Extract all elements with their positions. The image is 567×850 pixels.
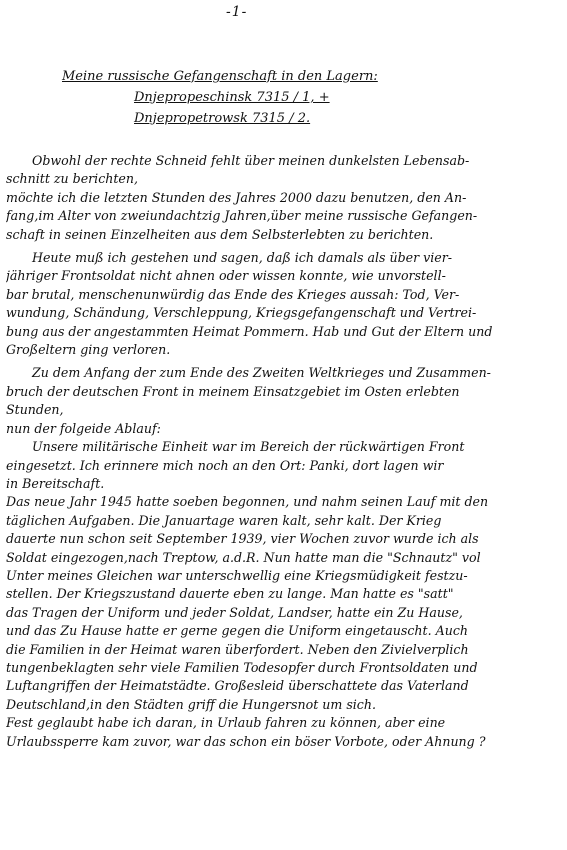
- text-line: Das neue Jahr 1945 hatte soeben begonnen, und nahm seinen Lauf mit den: [6, 494, 489, 510]
- title-line: Meine russische Gefangenschaft in den Lagern:: [62, 69, 378, 84]
- text-line: Deutschland,in den Städten griff die Hungersnot um sich.: [6, 696, 376, 712]
- page-number: -1-: [226, 4, 248, 20]
- text-line: und das Zu Hause hatte er gerne gegen die Uniform eingetauscht. Auch: [6, 623, 468, 639]
- text-line: stellen. Der Kriegszustand dauerte eben zu lange. Man hatte es "satt": [6, 586, 454, 602]
- text-line: Urlaubssperre kam zuvor, war das schon ein böser Vorbote, oder Ahnung ?: [6, 733, 486, 749]
- text-line: jähriger Frontsoldat nicht ahnen oder wissen konnte, wie unvorstell-: [6, 268, 446, 284]
- text-line: Unsere militärische Einheit war im Bereich der rückwärtigen Front: [32, 439, 465, 455]
- text-line: tungenbeklagten sehr viele Familien Todesopfer durch Frontsoldaten und: [6, 659, 478, 675]
- text-line: in Bereitschaft.: [6, 475, 105, 491]
- title-line: Dnjepropetrowsk 7315 / 2.: [134, 111, 311, 126]
- text-line: die Familien in der Heimat waren überfordert. Neben den Zivielverplich: [6, 641, 469, 657]
- title-line: Dnjepropeschinsk 7315 / 1, +: [134, 90, 330, 105]
- text-line: bar brutal, menschenunwürdig das Ende des Krieges aussah: Tod, Ver-: [6, 286, 460, 302]
- text-line: wundung, Schändung, Verschleppung, Kriegsgefangenschaft und Vertrei-: [6, 305, 477, 321]
- text-line: möchte ich die letzten Stunden des Jahres 2000 dazu benutzen, den An-: [6, 189, 467, 205]
- text-line: Obwohl der rechte Schneid fehlt über meinen dunkelsten Lebensab-: [32, 153, 470, 168]
- text-line: Stunden,: [6, 402, 64, 418]
- text-line: Zu dem Anfang der zum Ende des Zweiten Weltkrieges und Zusammen-: [32, 365, 491, 381]
- text-line: Unter meines Gleichen war unterschwellig eine Kriegsmüdigkeit festzu-: [6, 567, 468, 583]
- text-line: bruch der deutschen Front in meinem Einsatzgebiet im Osten erlebten: [6, 383, 460, 399]
- text-line: dauerte nun schon seit September 1939, vier Wochen zuvor wurde ich als: [6, 531, 479, 547]
- text-line: Luftangriffen der Heimatstädte. Großesleid überschattete das Vaterland: [6, 678, 469, 694]
- text-line: Heute muß ich gestehen und sagen, daß ich damals als über vier-: [32, 250, 453, 266]
- text-line: das Tragen der Uniform und jeder Soldat, Landser, hatte ein Zu Hause,: [6, 604, 463, 620]
- text-line: täglichen Aufgaben. Die Januartage waren kalt, sehr kalt. Der Krieg: [6, 512, 442, 528]
- body-text: [6, 152, 562, 751]
- text-line: schnitt zu berichten,: [6, 171, 138, 187]
- text-line: Soldat eingezogen,nach Treptow, a.d.R. Nun hatte man die "Schnautz" vol: [6, 549, 481, 565]
- title-block: [62, 66, 547, 129]
- text-line: schaft in seinen Einzelheiten aus dem Selbsterlebten zu berichten.: [6, 226, 434, 242]
- text-line: Fest geglaubt habe ich daran, in Urlaub fahren zu können, aber eine: [6, 715, 446, 731]
- text-line: fang,im Alter von zweiundachtzig Jahren,über meine russische Gefangen-: [6, 208, 478, 224]
- text-line: nun der folgeide Ablauf:: [6, 420, 161, 436]
- text-line: bung aus der angestammten Heimat Pommern. Hab und Gut der Eltern und: [6, 323, 493, 339]
- text-line: eingesetzt. Ich erinnere mich noch an den Ort: Panki, dort lagen wir: [6, 457, 444, 473]
- text-line: Großeltern ging verloren.: [6, 342, 171, 358]
